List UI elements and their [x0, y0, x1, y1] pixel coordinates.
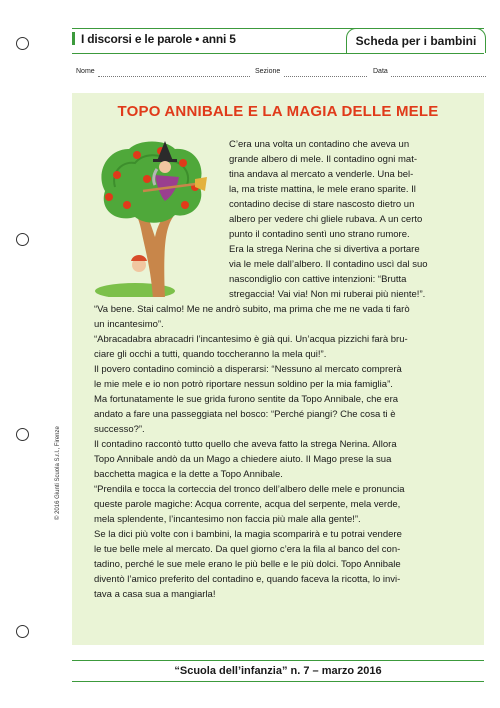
sezione-label: Sezione — [255, 68, 281, 75]
story-line: tava a casa sua a mangiarla! — [94, 589, 216, 600]
story-line: nascondiglio con cattive intenzioni: “Brutta — [229, 274, 407, 285]
story-line: andato a fare una passeggiata nel bosco: “Perché piangi? Che cosa ti è — [94, 409, 396, 420]
binder-hole-4 — [16, 625, 29, 638]
story-line: C’era una volta un contadino che aveva un — [229, 139, 410, 150]
binder-hole-1 — [16, 37, 29, 50]
story-line: “Abracadabra abracadri l’incantesimo è già qui. Un’acqua pizzichi farà bru- — [94, 334, 408, 345]
story-line: grande albero di mele. Il contadino ogni mat- — [229, 154, 418, 165]
story-line: tadino, perché le sue mele erano le più belle e le più dolci. Topo Annibale — [94, 559, 401, 570]
binder-hole-3 — [16, 428, 29, 441]
story-line: Il contadino raccontò tutto quello che aveva fatto la strega Nerina. Allora — [94, 439, 397, 450]
story-wrap-paragraph — [229, 137, 428, 302]
story-line: tina andava al mercato a venderle. Una bel- — [229, 169, 414, 180]
nome-label: Nome — [76, 68, 95, 75]
data-line[interactable] — [391, 76, 486, 77]
sheet-type-tab: Scheda per i bambini — [346, 28, 486, 53]
story-line: la, ma triste mattina, le mele erano sparite. Il — [229, 184, 416, 195]
story-line: bacchetta magica e la dette a Topo Annibale. — [94, 469, 283, 480]
story-line: queste parole magiche: Acqua corrente, acqua del serpente, mela verde, — [94, 499, 401, 510]
accent-bar — [72, 32, 75, 45]
story-line: diventò l’amico preferito del contadino e, quando faceva la ricotta, lo invi- — [94, 574, 401, 585]
story-line: ciare gli occhi a tutti, quando toccheranno la mela qui!”. — [94, 349, 327, 360]
story-line: contadino decise di stare nascosto dietro un — [229, 199, 415, 210]
story-line: Era la strega Nerina che si divertiva a portare — [229, 244, 420, 255]
story-line: Topo Annibale andò da un Mago a chiedere aiuto. Il Mago prese la sua — [94, 454, 392, 465]
sezione-line[interactable] — [284, 76, 367, 77]
story-line: punto il contadino sentì uno strano rumore. — [229, 229, 410, 240]
witch-apple-tree-illustration — [95, 139, 207, 297]
series-text: I discorsi e le parole • anni 5 — [81, 32, 236, 46]
data-label: Data — [373, 68, 388, 75]
story-line: mela splendente, l’incantesimo non faccia più male alla gente!”. — [94, 514, 361, 525]
story-line: un incantesimo”. — [94, 319, 164, 330]
header-bar — [72, 28, 484, 54]
story-line: Ma fortunatamente le sue grida furono sentite da Topo Annibale, che era — [94, 394, 399, 405]
story-line: le mie mele e io non potrò riportare nessun soldino per la mia famiglia”. — [94, 379, 393, 390]
story-card — [72, 93, 484, 645]
story-line: le tue belle mele al mercato. Da quel giorno c’era la fila al banco del con- — [94, 544, 401, 555]
story-line: stregaccia! Vai via! Non mi ruberai più niente!”. — [229, 289, 426, 300]
story-full-paragraph — [94, 302, 410, 602]
copyright-notice: © 2016 Giunti Scuola S.r.l., Firenze — [55, 426, 61, 520]
story-line: successo?”. — [94, 424, 145, 435]
series-label — [72, 32, 236, 46]
nome-line[interactable] — [98, 76, 250, 77]
story-line: albero per vedere chi gliele rubava. A un certo — [229, 214, 423, 225]
story-line: “Va bene. Stai calmo! Me ne andrò subito, ma prima che me ne vada ti farò — [94, 304, 410, 315]
story-line: Se la dici più volte con i bambini, la magia scomparirà e tu potrai vendere — [94, 529, 402, 540]
story-line: via le mele dall’albero. Il contadino uscì dal suo — [229, 259, 428, 270]
form-fields — [76, 68, 486, 82]
story-line: “Prendila e tocca la corteccia del tronco dell’albero delle mele e pronuncia — [94, 484, 405, 495]
story-line: Il povero contadino cominciò a disperarsi: “Nessuno al mercato comprerà — [94, 364, 402, 375]
binder-hole-2 — [16, 233, 29, 246]
footer-issue: “Scuola dell’infanzia” n. 7 – marzo 2016 — [72, 660, 484, 682]
story-title: TOPO ANNIBALE E LA MAGIA DELLE MELE — [117, 103, 439, 120]
